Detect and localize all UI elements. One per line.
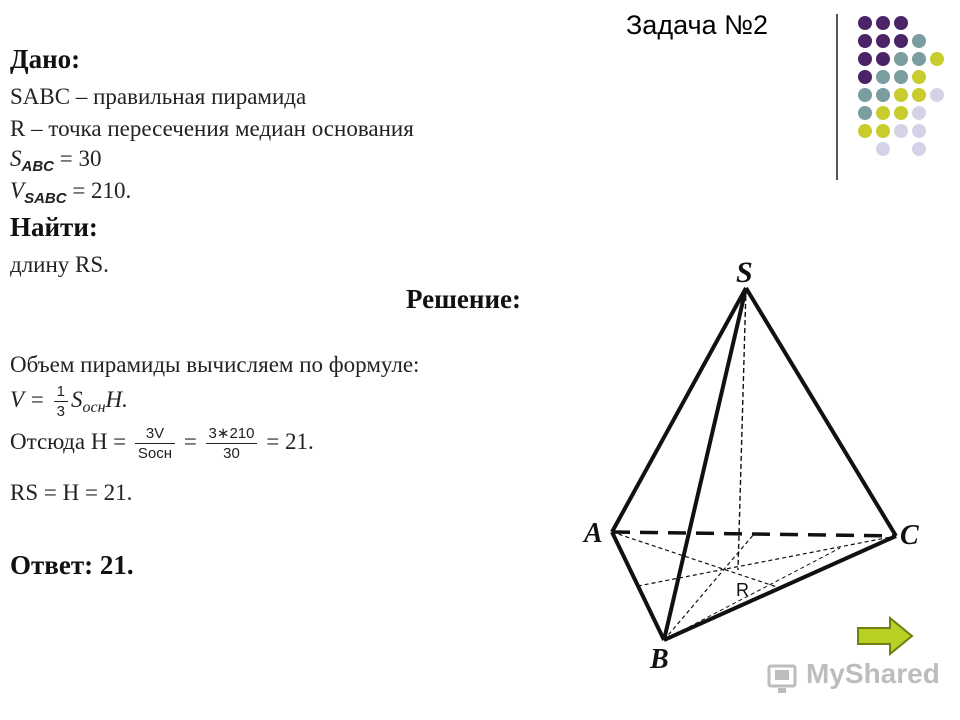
formula-lhs: V = xyxy=(10,386,51,412)
fraction-2-num: 3∗210 xyxy=(206,424,258,444)
equals-sign: = xyxy=(178,428,203,454)
area-symbol: S xyxy=(10,146,22,171)
vertex-label-s: S xyxy=(736,256,753,289)
watermark-text: MyShared xyxy=(806,658,940,689)
fraction-1-num: 3V xyxy=(135,424,175,444)
slide-title: Задача №2 xyxy=(626,10,769,40)
given-heading: Дано: xyxy=(10,44,81,74)
rs-result: RS = H = 21. xyxy=(10,480,133,505)
hence-text: Отсюда H = xyxy=(10,428,132,454)
vertex-label-b: B xyxy=(650,644,669,675)
edge-ac-hidden xyxy=(612,532,896,536)
height-sr xyxy=(738,288,746,570)
median-a xyxy=(612,532,780,588)
edge-sa xyxy=(612,288,746,532)
point-label-r: R xyxy=(736,580,749,600)
edge-sc xyxy=(746,288,896,536)
formula-h: H. xyxy=(105,386,128,412)
formula-s-sub: осн xyxy=(82,398,106,416)
fraction-1-den: Sосн xyxy=(137,445,173,462)
area-value: = 30 xyxy=(54,146,102,171)
hence-result: = 21. xyxy=(260,428,314,454)
given-line-median: R – точка пересечения медиан основания xyxy=(10,116,414,141)
volume-subscript: SABC xyxy=(24,190,67,207)
given-line-pyramid: SABC – правильная пирамида xyxy=(10,84,307,109)
edge-sb xyxy=(664,288,746,640)
solution-heading: Решение: xyxy=(406,284,521,314)
area-subscript: ABC xyxy=(21,158,54,175)
find-text: длину RS. xyxy=(10,252,109,277)
solution-intro: Объем пирамиды вычисляем по формуле: xyxy=(10,352,420,377)
answer: Ответ: 21. xyxy=(10,550,134,580)
myshared-logo-icon xyxy=(766,660,802,696)
watermark xyxy=(766,656,940,696)
next-arrow-icon[interactable] xyxy=(856,616,916,656)
vertex-label-c: C xyxy=(900,520,919,551)
formula-den: 3 xyxy=(56,403,65,420)
vertex-label-a: A xyxy=(584,518,603,549)
volume-value: = 210. xyxy=(66,178,132,203)
volume-symbol: V xyxy=(10,178,25,203)
formula-s: S xyxy=(71,386,83,412)
fraction-2-den: 30 xyxy=(223,445,240,462)
aux-line xyxy=(664,548,840,640)
find-heading: Найти: xyxy=(10,212,98,242)
formula-num: 1 xyxy=(54,382,68,402)
